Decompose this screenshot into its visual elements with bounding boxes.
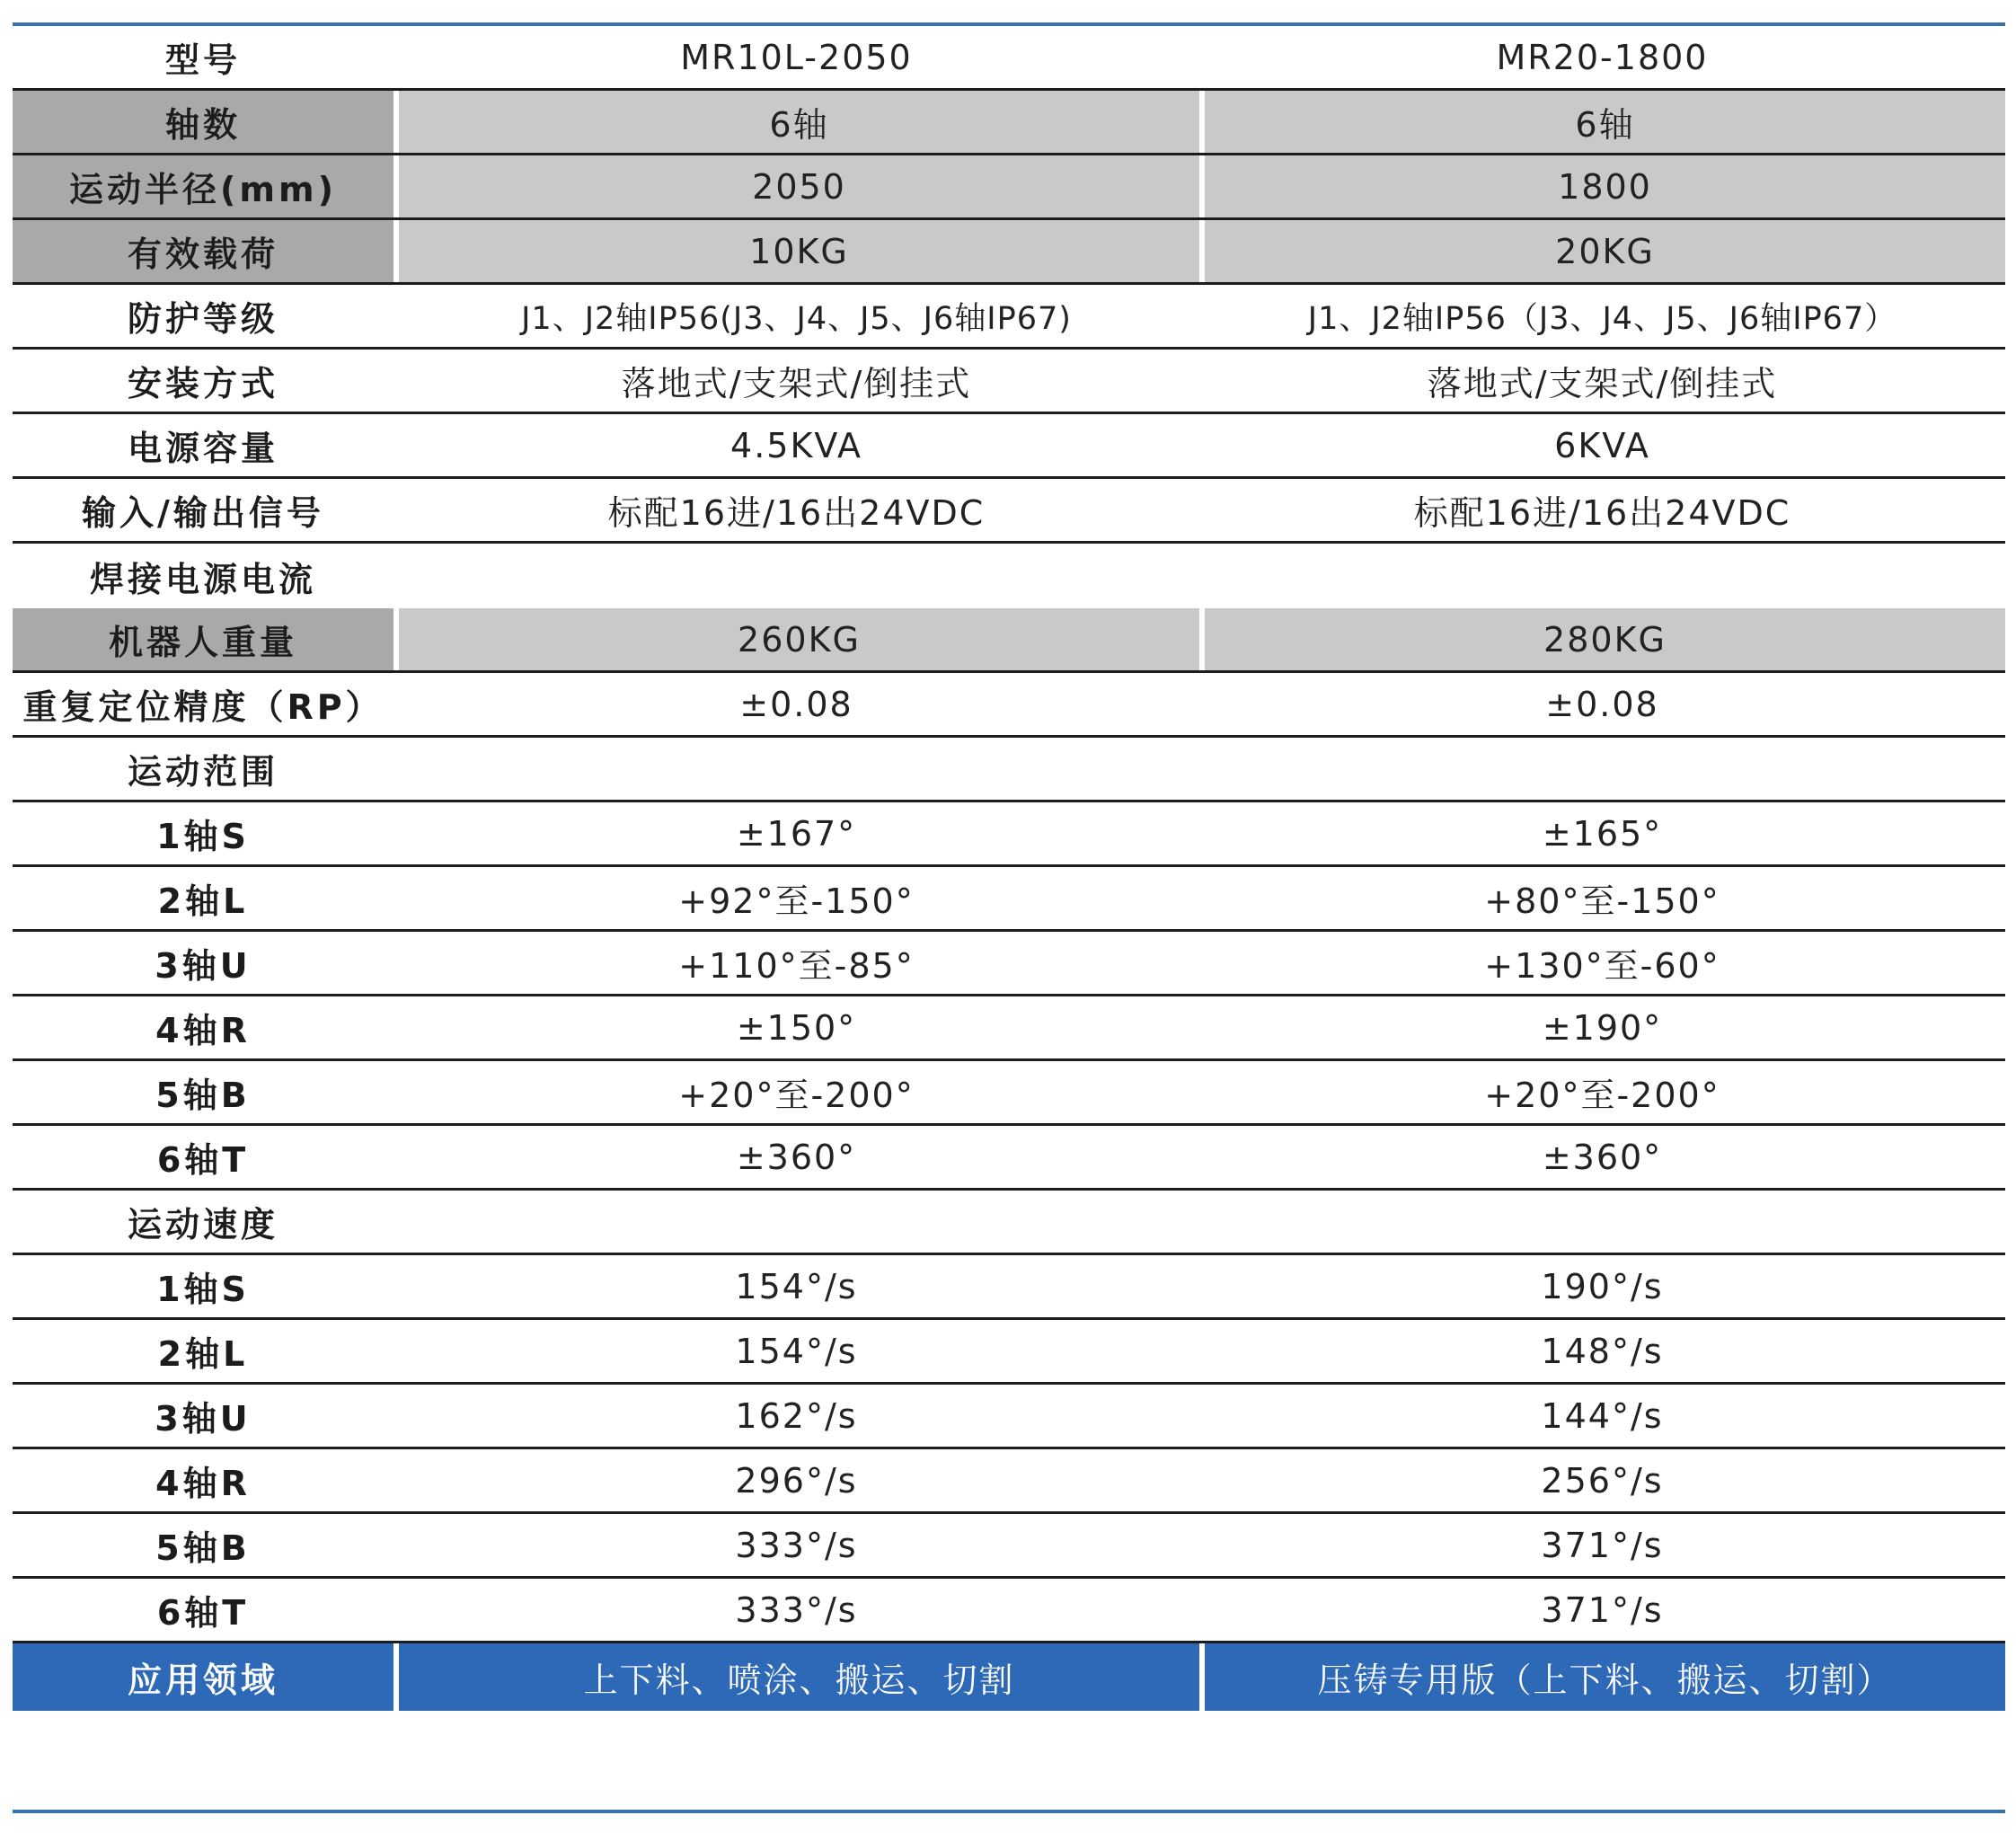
spec-value-model-2	[1199, 544, 2005, 608]
spec-value-model-2: 371°/s	[1541, 1525, 1664, 1565]
spec-label: 输入/输出信号	[82, 493, 324, 533]
spec-value-model-1	[393, 1191, 1199, 1253]
spec-value-model-1: 落地式/支架式/倒挂式	[621, 364, 972, 403]
spec-label: 电源容量	[127, 429, 279, 468]
spec-row	[13, 802, 2005, 867]
spec-row	[13, 1449, 2005, 1514]
spec-value-model-1: 333°/s	[735, 1589, 858, 1630]
spec-row	[13, 1320, 2005, 1385]
spec-row	[13, 544, 2005, 608]
spec-value-model-2: J1、J2轴IP56（J3、J4、J5、J6轴IP67）	[1307, 300, 1897, 337]
spec-value-model-2: ±360°	[1542, 1137, 1663, 1177]
spec-label: 重复定位精度（RP）	[22, 687, 384, 727]
model-name-1: MR10L-2050	[680, 37, 913, 77]
spec-value-model-2: 371°/s	[1541, 1589, 1664, 1630]
spec-value-model-2: 落地式/支架式/倒挂式	[1427, 364, 1778, 403]
spec-value-model-1: ±167°	[736, 813, 857, 854]
spec-label: 运动范围	[127, 752, 279, 792]
spec-row	[13, 1643, 2005, 1711]
spec-label: 3轴U	[155, 1399, 252, 1439]
spec-label: 防护等级	[127, 299, 279, 339]
spec-row	[13, 155, 2005, 220]
bottom-rule	[13, 1810, 2005, 1813]
spec-label: 应用领域	[13, 1643, 393, 1711]
spec-label: 6轴T	[156, 1140, 250, 1180]
spec-label: 4轴R	[155, 1011, 251, 1050]
spec-row	[13, 91, 2005, 155]
spec-value-model-2: ±190°	[1542, 1007, 1663, 1048]
spec-value-model-2: 标配16进/16出24VDC	[1413, 493, 1791, 533]
spec-row	[13, 1126, 2005, 1191]
spec-value-model-2: 20KG	[1199, 220, 2005, 282]
spec-label: 5轴B	[155, 1076, 251, 1115]
spec-row	[13, 1061, 2005, 1126]
spec-value-model-2: 1800	[1199, 155, 2005, 217]
spec-value-model-2: ±0.08	[1545, 684, 1659, 724]
spec-value-model-1: 154°/s	[735, 1266, 858, 1306]
spec-row	[13, 867, 2005, 932]
spec-row	[13, 479, 2005, 544]
spec-value-model-1: ±0.08	[739, 684, 853, 724]
spec-label: 2轴L	[157, 881, 249, 921]
spec-value-model-1: 10KG	[393, 220, 1199, 282]
spec-label: 运动半径(mm)	[13, 155, 393, 217]
spec-value-model-1: 2050	[393, 155, 1199, 217]
spec-row	[13, 1255, 2005, 1320]
spec-value-model-1: J1、J2轴IP56(J3、J4、J5、J6轴IP67)	[521, 300, 1072, 337]
spec-rows	[13, 91, 2005, 1711]
spec-row	[13, 1191, 2005, 1255]
spec-value-model-1: +110°至-85°	[678, 946, 915, 986]
spec-row	[13, 608, 2005, 673]
spec-value-model-2: 148°/s	[1541, 1331, 1664, 1371]
model-name-2: MR20-1800	[1496, 37, 1709, 77]
spec-value-model-1: 154°/s	[735, 1331, 858, 1371]
spec-value-model-1: 4.5KVA	[730, 425, 862, 465]
spec-value-model-2: ±165°	[1542, 813, 1663, 854]
spec-value-model-1: 260KG	[393, 608, 1199, 670]
spec-value-model-2: +20°至-200°	[1484, 1076, 1720, 1115]
spec-row	[13, 932, 2005, 996]
spec-row	[13, 350, 2005, 414]
spec-value-model-2	[1199, 1191, 2005, 1253]
spec-label: 轴数	[13, 91, 393, 153]
spec-row	[13, 220, 2005, 285]
spec-value-model-1: 6轴	[393, 91, 1199, 153]
spec-label: 1轴S	[156, 1270, 250, 1309]
spec-row	[13, 673, 2005, 738]
spec-label: 4轴R	[155, 1464, 251, 1503]
spec-value-model-2: 190°/s	[1541, 1266, 1664, 1306]
spec-value-model-1: 333°/s	[735, 1525, 858, 1565]
spec-value-model-2: 256°/s	[1541, 1460, 1664, 1501]
spec-label: 1轴S	[156, 817, 250, 856]
spec-value-model-1: +20°至-200°	[678, 1076, 915, 1115]
spec-value-model-1	[393, 544, 1199, 608]
spec-label: 机器人重量	[13, 608, 393, 670]
spec-value-model-2: +130°至-60°	[1484, 946, 1720, 986]
spec-value-model-2: 280KG	[1199, 608, 2005, 670]
spec-value-model-2: 压铸专用版（上下料、搬运、切割）	[1199, 1643, 2005, 1711]
spec-row	[13, 996, 2005, 1061]
spec-value-model-1	[393, 738, 1199, 800]
spec-label: 安装方式	[127, 364, 279, 403]
spec-value-model-2: 6轴	[1199, 91, 2005, 153]
spec-value-model-1: 162°/s	[735, 1395, 858, 1436]
spec-value-model-2: +80°至-150°	[1484, 881, 1720, 921]
spec-row	[13, 1579, 2005, 1643]
spec-label: 焊接电源电流	[89, 559, 316, 599]
spec-value-model-1: ±150°	[736, 1007, 857, 1048]
spec-label: 有效载荷	[13, 220, 393, 282]
spec-value-model-2: 6KVA	[1554, 425, 1650, 465]
spec-row	[13, 1385, 2005, 1449]
model-header-row	[13, 26, 2005, 91]
header-label: 型号	[164, 40, 241, 80]
spec-row	[13, 738, 2005, 802]
spec-label: 运动速度	[127, 1205, 279, 1244]
spec-label: 3轴U	[155, 946, 252, 986]
spec-value-model-2	[1199, 738, 2005, 800]
spec-row	[13, 1514, 2005, 1579]
spec-row	[13, 285, 2005, 350]
spec-table	[13, 26, 2005, 1711]
spec-row	[13, 414, 2005, 479]
spec-value-model-1: ±360°	[736, 1137, 857, 1177]
spec-value-model-2: 144°/s	[1541, 1395, 1664, 1436]
spec-label: 6轴T	[156, 1593, 250, 1633]
spec-value-model-1: 标配16进/16出24VDC	[607, 493, 986, 533]
spec-value-model-1: +92°至-150°	[678, 881, 915, 921]
spec-label: 5轴B	[155, 1528, 251, 1568]
spec-label: 2轴L	[157, 1334, 249, 1374]
spec-value-model-1: 上下料、喷涂、搬运、切割	[393, 1643, 1199, 1711]
spec-value-model-1: 296°/s	[735, 1460, 858, 1501]
